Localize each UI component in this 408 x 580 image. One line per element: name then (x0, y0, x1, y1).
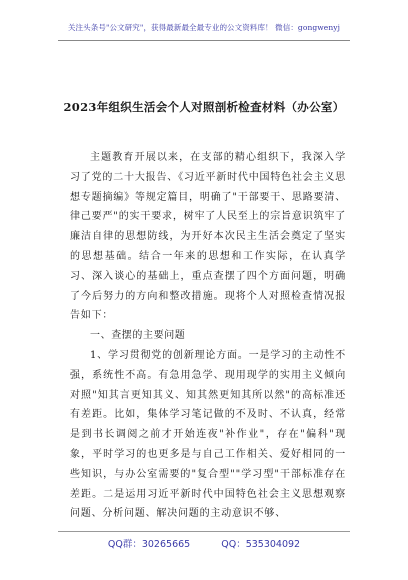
footer-qq-group: QQ群：30265665 (107, 539, 191, 550)
paragraph-item-1: 1、学习贯彻党的创新理论方面。一是学习的主动性不强，系统性不高。有急用急学、现用现学的实用主义倾向对照"知其言更知其义、知其然更知其所以然"的高标准还有差距。比如，集体学习笔记做的不及时、不认真，经常是到书长调阅之前才开始连夜"补作业"，存在"偏科"现象，平时学习的也更多是与自己工作相关、爱好相同的一些知识，与办公室需要的"复合型""学习型"干部标准存在差距。二是运用习近平新时代中国特色社会主义思想观察问题、分析问题、解决问题的主动意识不够、 (70, 349, 346, 520)
footer-divider (58, 531, 350, 532)
section-heading: 一、查摆的主要问题 (90, 330, 186, 342)
document-body (70, 148, 346, 524)
document-title: 2023年组织生活会个人对照剖析检查材料（办公室） (63, 100, 345, 114)
paragraph-intro: 主题教育开展以来，在支部的精心组织下，我深入学习了党的二十大报告、《习近平新时代中国特色社会主义思想专题摘编》等规定篇目，明确了"干部要干、思路要清、律己要严"的实干要求，树牢了人民至上的宗旨意识筑牢了廉洁自律的思想防线，为开好本次民主生活会奠定了坚实的思想基础。结合一年来的思想和工作实际，在认真学习、深入谈心的基础上，重点查摆了四个方面问题，明确了今后努力的方向和整改措施。现将个人对照检查情况报告如下： (70, 152, 346, 322)
header-divider (58, 40, 350, 41)
header-promo-text: 关注头条号"公文研究"，获得最新最全最专业的公文资料库！ 微信：gongwenyj (67, 23, 341, 32)
footer-contacts (0, 536, 408, 550)
footer-qq: QQ：535304092 (221, 539, 301, 550)
